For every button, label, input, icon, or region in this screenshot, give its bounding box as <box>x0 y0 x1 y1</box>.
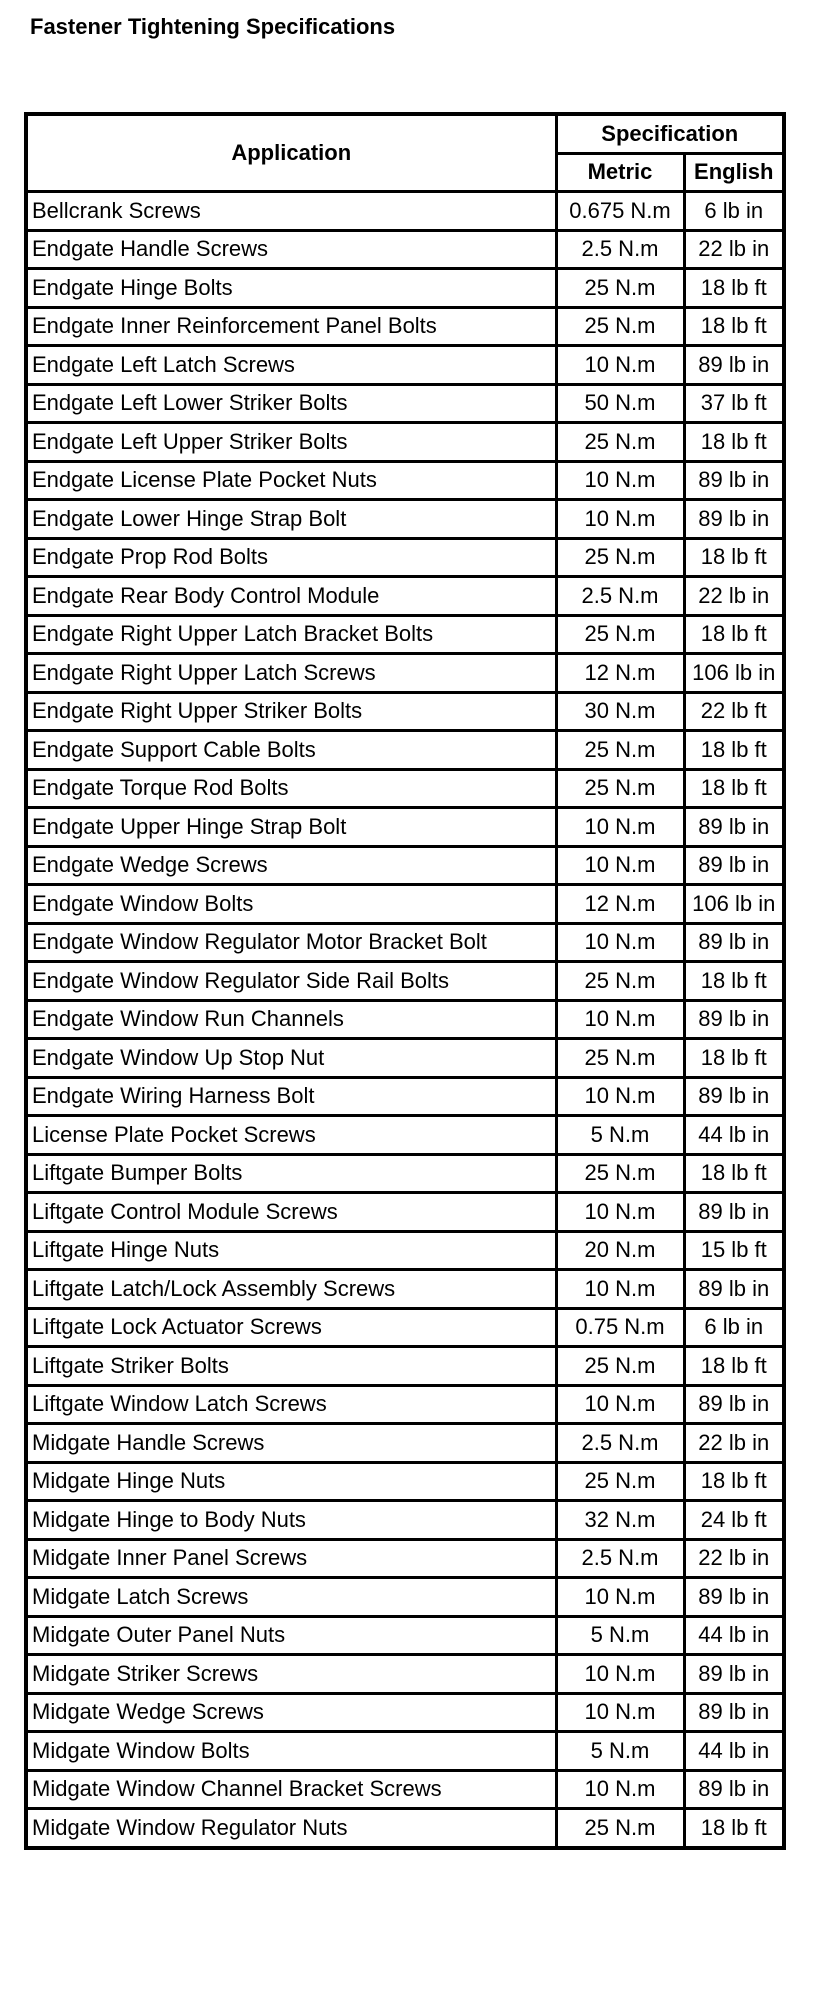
english-cell: 18 lb ft <box>684 1462 784 1501</box>
metric-cell: 10 N.m <box>556 1770 684 1809</box>
application-cell: Endgate Left Latch Screws <box>26 346 556 385</box>
metric-cell: 25 N.m <box>556 731 684 770</box>
metric-cell: 2.5 N.m <box>556 1424 684 1463</box>
english-cell: 22 lb in <box>684 1424 784 1463</box>
metric-cell: 25 N.m <box>556 615 684 654</box>
application-cell: Midgate Window Bolts <box>26 1732 556 1771</box>
application-cell: Midgate Wedge Screws <box>26 1693 556 1732</box>
english-cell: 44 lb in <box>684 1116 784 1155</box>
english-cell: 18 lb ft <box>684 615 784 654</box>
metric-cell: 10 N.m <box>556 346 684 385</box>
table-row <box>26 885 784 924</box>
page-title: Fastener Tightening Specifications <box>30 14 396 39</box>
metric-cell: 10 N.m <box>556 1578 684 1617</box>
metric-cell: 0.675 N.m <box>556 192 684 231</box>
table-row <box>26 307 784 346</box>
english-cell: 18 lb ft <box>684 1347 784 1386</box>
application-cell: Midgate Hinge Nuts <box>26 1462 556 1501</box>
table-row <box>26 1385 784 1424</box>
english-cell: 89 lb in <box>684 846 784 885</box>
table-row <box>26 1270 784 1309</box>
metric-cell: 2.5 N.m <box>556 577 684 616</box>
application-header: Application <box>26 114 556 192</box>
english-cell: 6 lb in <box>684 1308 784 1347</box>
metric-cell: 2.5 N.m <box>556 1539 684 1578</box>
application-cell: Endgate Right Upper Latch Bracket Bolts <box>26 615 556 654</box>
english-cell: 106 lb in <box>684 885 784 924</box>
application-cell: Endgate Window Regulator Side Rail Bolts <box>26 962 556 1001</box>
english-cell: 22 lb ft <box>684 692 784 731</box>
metric-cell: 12 N.m <box>556 654 684 693</box>
english-cell: 89 lb in <box>684 1077 784 1116</box>
english-cell: 89 lb in <box>684 500 784 539</box>
english-cell: 18 lb ft <box>684 538 784 577</box>
application-cell: Midgate Inner Panel Screws <box>26 1539 556 1578</box>
english-cell: 18 lb ft <box>684 731 784 770</box>
english-cell: 18 lb ft <box>684 769 784 808</box>
metric-cell: 10 N.m <box>556 1385 684 1424</box>
table-row <box>26 1308 784 1347</box>
table-row <box>26 1578 784 1617</box>
table-row <box>26 769 784 808</box>
application-cell: Endgate Handle Screws <box>26 230 556 269</box>
application-cell: Endgate Lower Hinge Strap Bolt <box>26 500 556 539</box>
table-row <box>26 1809 784 1848</box>
metric-cell: 5 N.m <box>556 1616 684 1655</box>
english-cell: 44 lb in <box>684 1732 784 1771</box>
table-row <box>26 230 784 269</box>
application-cell: Endgate Support Cable Bolts <box>26 731 556 770</box>
table-row <box>26 962 784 1001</box>
application-cell: Midgate Outer Panel Nuts <box>26 1616 556 1655</box>
metric-cell: 12 N.m <box>556 885 684 924</box>
application-cell: Endgate Left Upper Striker Bolts <box>26 423 556 462</box>
application-cell: Endgate Window Bolts <box>26 885 556 924</box>
metric-cell: 10 N.m <box>556 808 684 847</box>
application-cell: Midgate Window Regulator Nuts <box>26 1809 556 1848</box>
application-cell: Liftgate Bumper Bolts <box>26 1154 556 1193</box>
english-cell: 106 lb in <box>684 654 784 693</box>
application-cell: Endgate License Plate Pocket Nuts <box>26 461 556 500</box>
metric-cell: 20 N.m <box>556 1231 684 1270</box>
metric-cell: 25 N.m <box>556 1462 684 1501</box>
table-row <box>26 577 784 616</box>
table-row <box>26 1732 784 1771</box>
application-cell: Midgate Handle Screws <box>26 1424 556 1463</box>
table-row <box>26 461 784 500</box>
table-row <box>26 1039 784 1078</box>
metric-cell: 25 N.m <box>556 538 684 577</box>
table-row <box>26 346 784 385</box>
table-row <box>26 846 784 885</box>
table-row <box>26 1655 784 1694</box>
metric-cell: 10 N.m <box>556 1693 684 1732</box>
table-row <box>26 1616 784 1655</box>
application-cell: Bellcrank Screws <box>26 192 556 231</box>
table-row <box>26 1193 784 1232</box>
application-cell: License Plate Pocket Screws <box>26 1116 556 1155</box>
english-cell: 89 lb in <box>684 1193 784 1232</box>
metric-cell: 10 N.m <box>556 1000 684 1039</box>
english-cell: 18 lb ft <box>684 1809 784 1848</box>
english-header: English <box>684 153 784 192</box>
table-row <box>26 1501 784 1540</box>
specification-header: Specification <box>556 114 784 153</box>
metric-cell: 25 N.m <box>556 1347 684 1386</box>
english-cell: 89 lb in <box>684 1693 784 1732</box>
english-cell: 89 lb in <box>684 1270 784 1309</box>
application-cell: Endgate Wiring Harness Bolt <box>26 1077 556 1116</box>
application-cell: Midgate Striker Screws <box>26 1655 556 1694</box>
application-cell: Endgate Upper Hinge Strap Bolt <box>26 808 556 847</box>
metric-cell: 25 N.m <box>556 1809 684 1848</box>
metric-cell: 25 N.m <box>556 269 684 308</box>
table-row <box>26 500 784 539</box>
application-cell: Endgate Rear Body Control Module <box>26 577 556 616</box>
metric-cell: 30 N.m <box>556 692 684 731</box>
english-cell: 89 lb in <box>684 1655 784 1694</box>
english-cell: 22 lb in <box>684 1539 784 1578</box>
application-cell: Liftgate Control Module Screws <box>26 1193 556 1232</box>
table-row <box>26 923 784 962</box>
table-row <box>26 1462 784 1501</box>
table-row <box>26 1693 784 1732</box>
metric-cell: 10 N.m <box>556 461 684 500</box>
table-row <box>26 692 784 731</box>
metric-cell: 25 N.m <box>556 1039 684 1078</box>
table-row <box>26 192 784 231</box>
table-row <box>26 269 784 308</box>
english-cell: 89 lb in <box>684 1770 784 1809</box>
metric-cell: 10 N.m <box>556 500 684 539</box>
english-cell: 24 lb ft <box>684 1501 784 1540</box>
metric-cell: 32 N.m <box>556 1501 684 1540</box>
english-cell: 18 lb ft <box>684 962 784 1001</box>
metric-cell: 50 N.m <box>556 384 684 423</box>
application-cell: Endgate Inner Reinforcement Panel Bolts <box>26 307 556 346</box>
english-cell: 15 lb ft <box>684 1231 784 1270</box>
fastener-spec-table <box>24 112 786 1850</box>
application-cell: Endgate Torque Rod Bolts <box>26 769 556 808</box>
metric-cell: 10 N.m <box>556 1270 684 1309</box>
table-row <box>26 1347 784 1386</box>
metric-cell: 10 N.m <box>556 1193 684 1232</box>
english-cell: 18 lb ft <box>684 1039 784 1078</box>
application-cell: Endgate Window Up Stop Nut <box>26 1039 556 1078</box>
application-cell: Liftgate Lock Actuator Screws <box>26 1308 556 1347</box>
metric-cell: 10 N.m <box>556 846 684 885</box>
english-cell: 89 lb in <box>684 1000 784 1039</box>
application-cell: Liftgate Window Latch Screws <box>26 1385 556 1424</box>
metric-cell: 25 N.m <box>556 1154 684 1193</box>
table-row <box>26 615 784 654</box>
application-cell: Endgate Prop Rod Bolts <box>26 538 556 577</box>
english-cell: 37 lb ft <box>684 384 784 423</box>
table-row <box>26 1116 784 1155</box>
metric-cell: 5 N.m <box>556 1116 684 1155</box>
application-cell: Endgate Left Lower Striker Bolts <box>26 384 556 423</box>
metric-cell: 25 N.m <box>556 307 684 346</box>
table-row <box>26 731 784 770</box>
application-cell: Endgate Wedge Screws <box>26 846 556 885</box>
table-row <box>26 1539 784 1578</box>
table-row <box>26 1000 784 1039</box>
metric-cell: 25 N.m <box>556 769 684 808</box>
table-header <box>26 114 784 192</box>
application-cell: Midgate Window Channel Bracket Screws <box>26 1770 556 1809</box>
english-cell: 18 lb ft <box>684 307 784 346</box>
application-cell: Midgate Hinge to Body Nuts <box>26 1501 556 1540</box>
english-cell: 18 lb ft <box>684 269 784 308</box>
application-cell: Endgate Right Upper Striker Bolts <box>26 692 556 731</box>
application-cell: Endgate Window Regulator Motor Bracket Bolt <box>26 923 556 962</box>
english-cell: 22 lb in <box>684 577 784 616</box>
english-cell: 6 lb in <box>684 192 784 231</box>
application-cell: Endgate Right Upper Latch Screws <box>26 654 556 693</box>
table-row <box>26 1770 784 1809</box>
table-row <box>26 1424 784 1463</box>
metric-cell: 5 N.m <box>556 1732 684 1771</box>
metric-cell: 10 N.m <box>556 1655 684 1694</box>
table-row <box>26 1231 784 1270</box>
table-row <box>26 538 784 577</box>
english-cell: 89 lb in <box>684 346 784 385</box>
english-cell: 89 lb in <box>684 1385 784 1424</box>
english-cell: 44 lb in <box>684 1616 784 1655</box>
metric-cell: 25 N.m <box>556 962 684 1001</box>
metric-cell: 0.75 N.m <box>556 1308 684 1347</box>
application-cell: Endgate Hinge Bolts <box>26 269 556 308</box>
table-body <box>26 192 784 1848</box>
english-cell: 18 lb ft <box>684 1154 784 1193</box>
english-cell: 22 lb in <box>684 230 784 269</box>
table-row <box>26 1154 784 1193</box>
application-cell: Liftgate Hinge Nuts <box>26 1231 556 1270</box>
metric-cell: 25 N.m <box>556 423 684 462</box>
table-row <box>26 384 784 423</box>
metric-cell: 10 N.m <box>556 1077 684 1116</box>
metric-header: Metric <box>556 153 684 192</box>
table-row <box>26 423 784 462</box>
application-cell: Endgate Window Run Channels <box>26 1000 556 1039</box>
table-row <box>26 654 784 693</box>
application-cell: Liftgate Striker Bolts <box>26 1347 556 1386</box>
table-row <box>26 1077 784 1116</box>
application-cell: Midgate Latch Screws <box>26 1578 556 1617</box>
english-cell: 18 lb ft <box>684 423 784 462</box>
table-row <box>26 808 784 847</box>
english-cell: 89 lb in <box>684 1578 784 1617</box>
metric-cell: 2.5 N.m <box>556 230 684 269</box>
english-cell: 89 lb in <box>684 808 784 847</box>
application-cell: Liftgate Latch/Lock Assembly Screws <box>26 1270 556 1309</box>
metric-cell: 10 N.m <box>556 923 684 962</box>
english-cell: 89 lb in <box>684 923 784 962</box>
english-cell: 89 lb in <box>684 461 784 500</box>
